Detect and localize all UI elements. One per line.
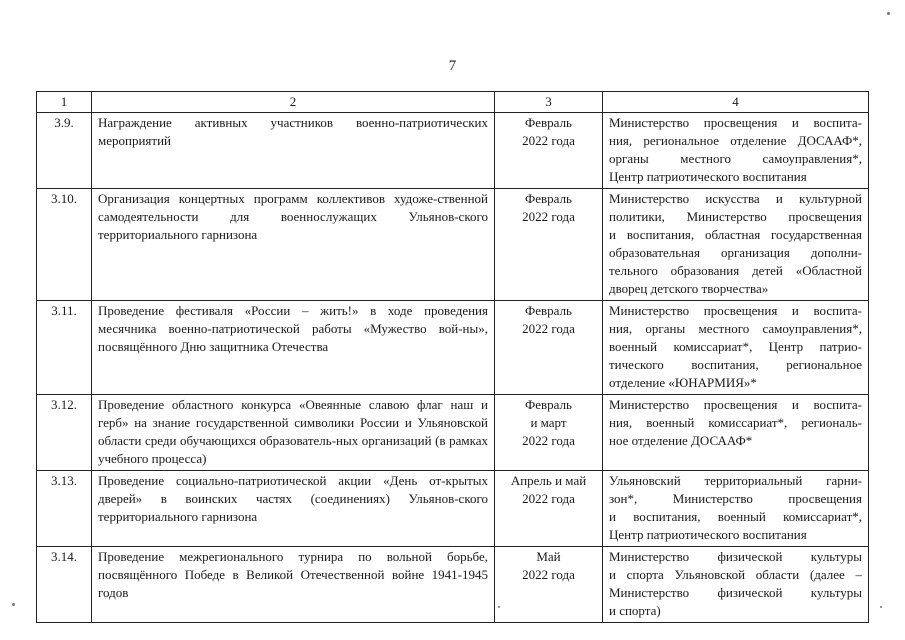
event-description: Проведение областного конкурса «Овеянные славою флаг наш и герб» на знание государственной символики России и Ульяновской области среди обучающихся образователь-ных организаций (в рамках учебного процесса) <box>92 395 495 471</box>
responsible-line: и спорта Ульяновской области (далее – <box>609 567 862 582</box>
scan-speck <box>880 606 882 608</box>
column-header-2: 2 <box>92 92 495 113</box>
responsible-line: зон*, Министерство просвещения <box>609 491 862 506</box>
page-number: 7 <box>448 58 457 74</box>
term-line: Апрель и май <box>510 473 587 488</box>
responsible-line: и воспитания, областная государственная <box>609 227 862 242</box>
event-description: Проведение социально-патриотической акции «День от-крытых дверей» в воинских частях (соединениях) Ульянов-ского территориального гарнизона <box>92 471 495 547</box>
scan-speck <box>887 12 890 15</box>
responsible-parties <box>603 113 869 189</box>
term-line: Февраль <box>525 397 572 412</box>
responsible-parties <box>603 189 869 301</box>
term-line: Май <box>536 549 561 564</box>
responsible-line: Центр патриотического воспитания <box>609 169 807 184</box>
event-description: Награждение активных участников военно-патриотических мероприятий <box>92 113 495 189</box>
table-body <box>37 113 869 623</box>
column-header-1: 1 <box>37 92 92 113</box>
responsible-parties <box>603 301 869 395</box>
term-line: 2022 года <box>522 133 575 148</box>
responsible-line: и спорта) <box>609 603 661 618</box>
table-row <box>37 189 869 301</box>
events-table <box>36 91 869 623</box>
responsible-line: Министерство физической культуры <box>609 549 862 564</box>
column-header-4: 4 <box>603 92 869 113</box>
responsible-line: политики, Министерство просвещения <box>609 209 862 224</box>
responsible-line: и воспитания, военный комиссариат*, <box>609 509 862 524</box>
term-line: 2022 года <box>522 321 575 336</box>
responsible-line: ния, органы местного самоуправления*, <box>609 321 862 336</box>
term-line: 2022 года <box>522 491 575 506</box>
table-row <box>37 547 869 623</box>
event-term <box>495 395 603 471</box>
responsible-line: военный комиссариат*, Центр патрио- <box>609 339 862 354</box>
responsible-line: Министерство просвещения и воспита- <box>609 397 862 412</box>
event-term <box>495 471 603 547</box>
table-row <box>37 301 869 395</box>
responsible-line: ное отделение ДОСААФ* <box>609 433 753 448</box>
event-term <box>495 113 603 189</box>
responsible-line: образовательная организация дополни- <box>609 245 862 260</box>
table-header-row <box>37 92 869 113</box>
event-term <box>495 301 603 395</box>
item-number: 3.9. <box>37 113 92 189</box>
responsible-parties <box>603 547 869 623</box>
responsible-line: отделение «ЮНАРМИЯ»* <box>609 375 757 390</box>
responsible-line: Министерство просвещения и воспита- <box>609 115 862 130</box>
responsible-line: Министерство просвещения и воспита- <box>609 303 862 318</box>
responsible-line: Центр патриотического воспитания <box>609 527 807 542</box>
table-row <box>37 113 869 189</box>
item-number: 3.14. <box>37 547 92 623</box>
responsible-line: Министерство искусства и культурной <box>609 191 862 206</box>
responsible-line: Министерство физической культуры <box>609 585 862 600</box>
responsible-line: ния, региональное отделение ДОСААФ*, <box>609 133 862 148</box>
responsible-line: дворец детского творчества» <box>609 281 769 296</box>
term-line: 2022 года <box>522 433 575 448</box>
item-number: 3.10. <box>37 189 92 301</box>
event-term <box>495 547 603 623</box>
term-line: Февраль <box>525 303 572 318</box>
item-number: 3.11. <box>37 301 92 395</box>
term-line: 2022 года <box>522 567 575 582</box>
term-line: 2022 года <box>522 209 575 224</box>
item-number: 3.13. <box>37 471 92 547</box>
event-term <box>495 189 603 301</box>
event-description: Проведение межрегионального турнира по вольной борьбе, посвящённого Победе в Великой Отечественной войне 1941-1945 годов <box>92 547 495 623</box>
item-number: 3.12. <box>37 395 92 471</box>
column-header-3: 3 <box>495 92 603 113</box>
responsible-line: тельного образования детей «Областной <box>609 263 862 278</box>
table-row <box>37 395 869 471</box>
responsible-parties <box>603 395 869 471</box>
responsible-line: ния, военный комиссариат*, региональ- <box>609 415 862 430</box>
responsible-line: Ульяновский территориальный гарни- <box>609 473 862 488</box>
scan-speck <box>12 603 15 606</box>
event-description: Организация концертных программ коллективов художе-ственной самодеятельности для военнослужащих Ульянов-ского территориального гарнизона <box>92 189 495 301</box>
term-line: Февраль <box>525 191 572 206</box>
scan-speck <box>498 606 500 608</box>
event-description: Проведение фестиваля «России – жить!» в ходе проведения месячника военно-патриотической работы «Мужество вой-ны», посвящённого Дню защитника Отечества <box>92 301 495 395</box>
responsible-parties <box>603 471 869 547</box>
term-line: Февраль <box>525 115 572 130</box>
table-row <box>37 471 869 547</box>
term-line: и март <box>530 415 567 430</box>
responsible-line: органы местного самоуправления*, <box>609 151 862 166</box>
responsible-line: тического воспитания, региональное <box>609 357 862 372</box>
